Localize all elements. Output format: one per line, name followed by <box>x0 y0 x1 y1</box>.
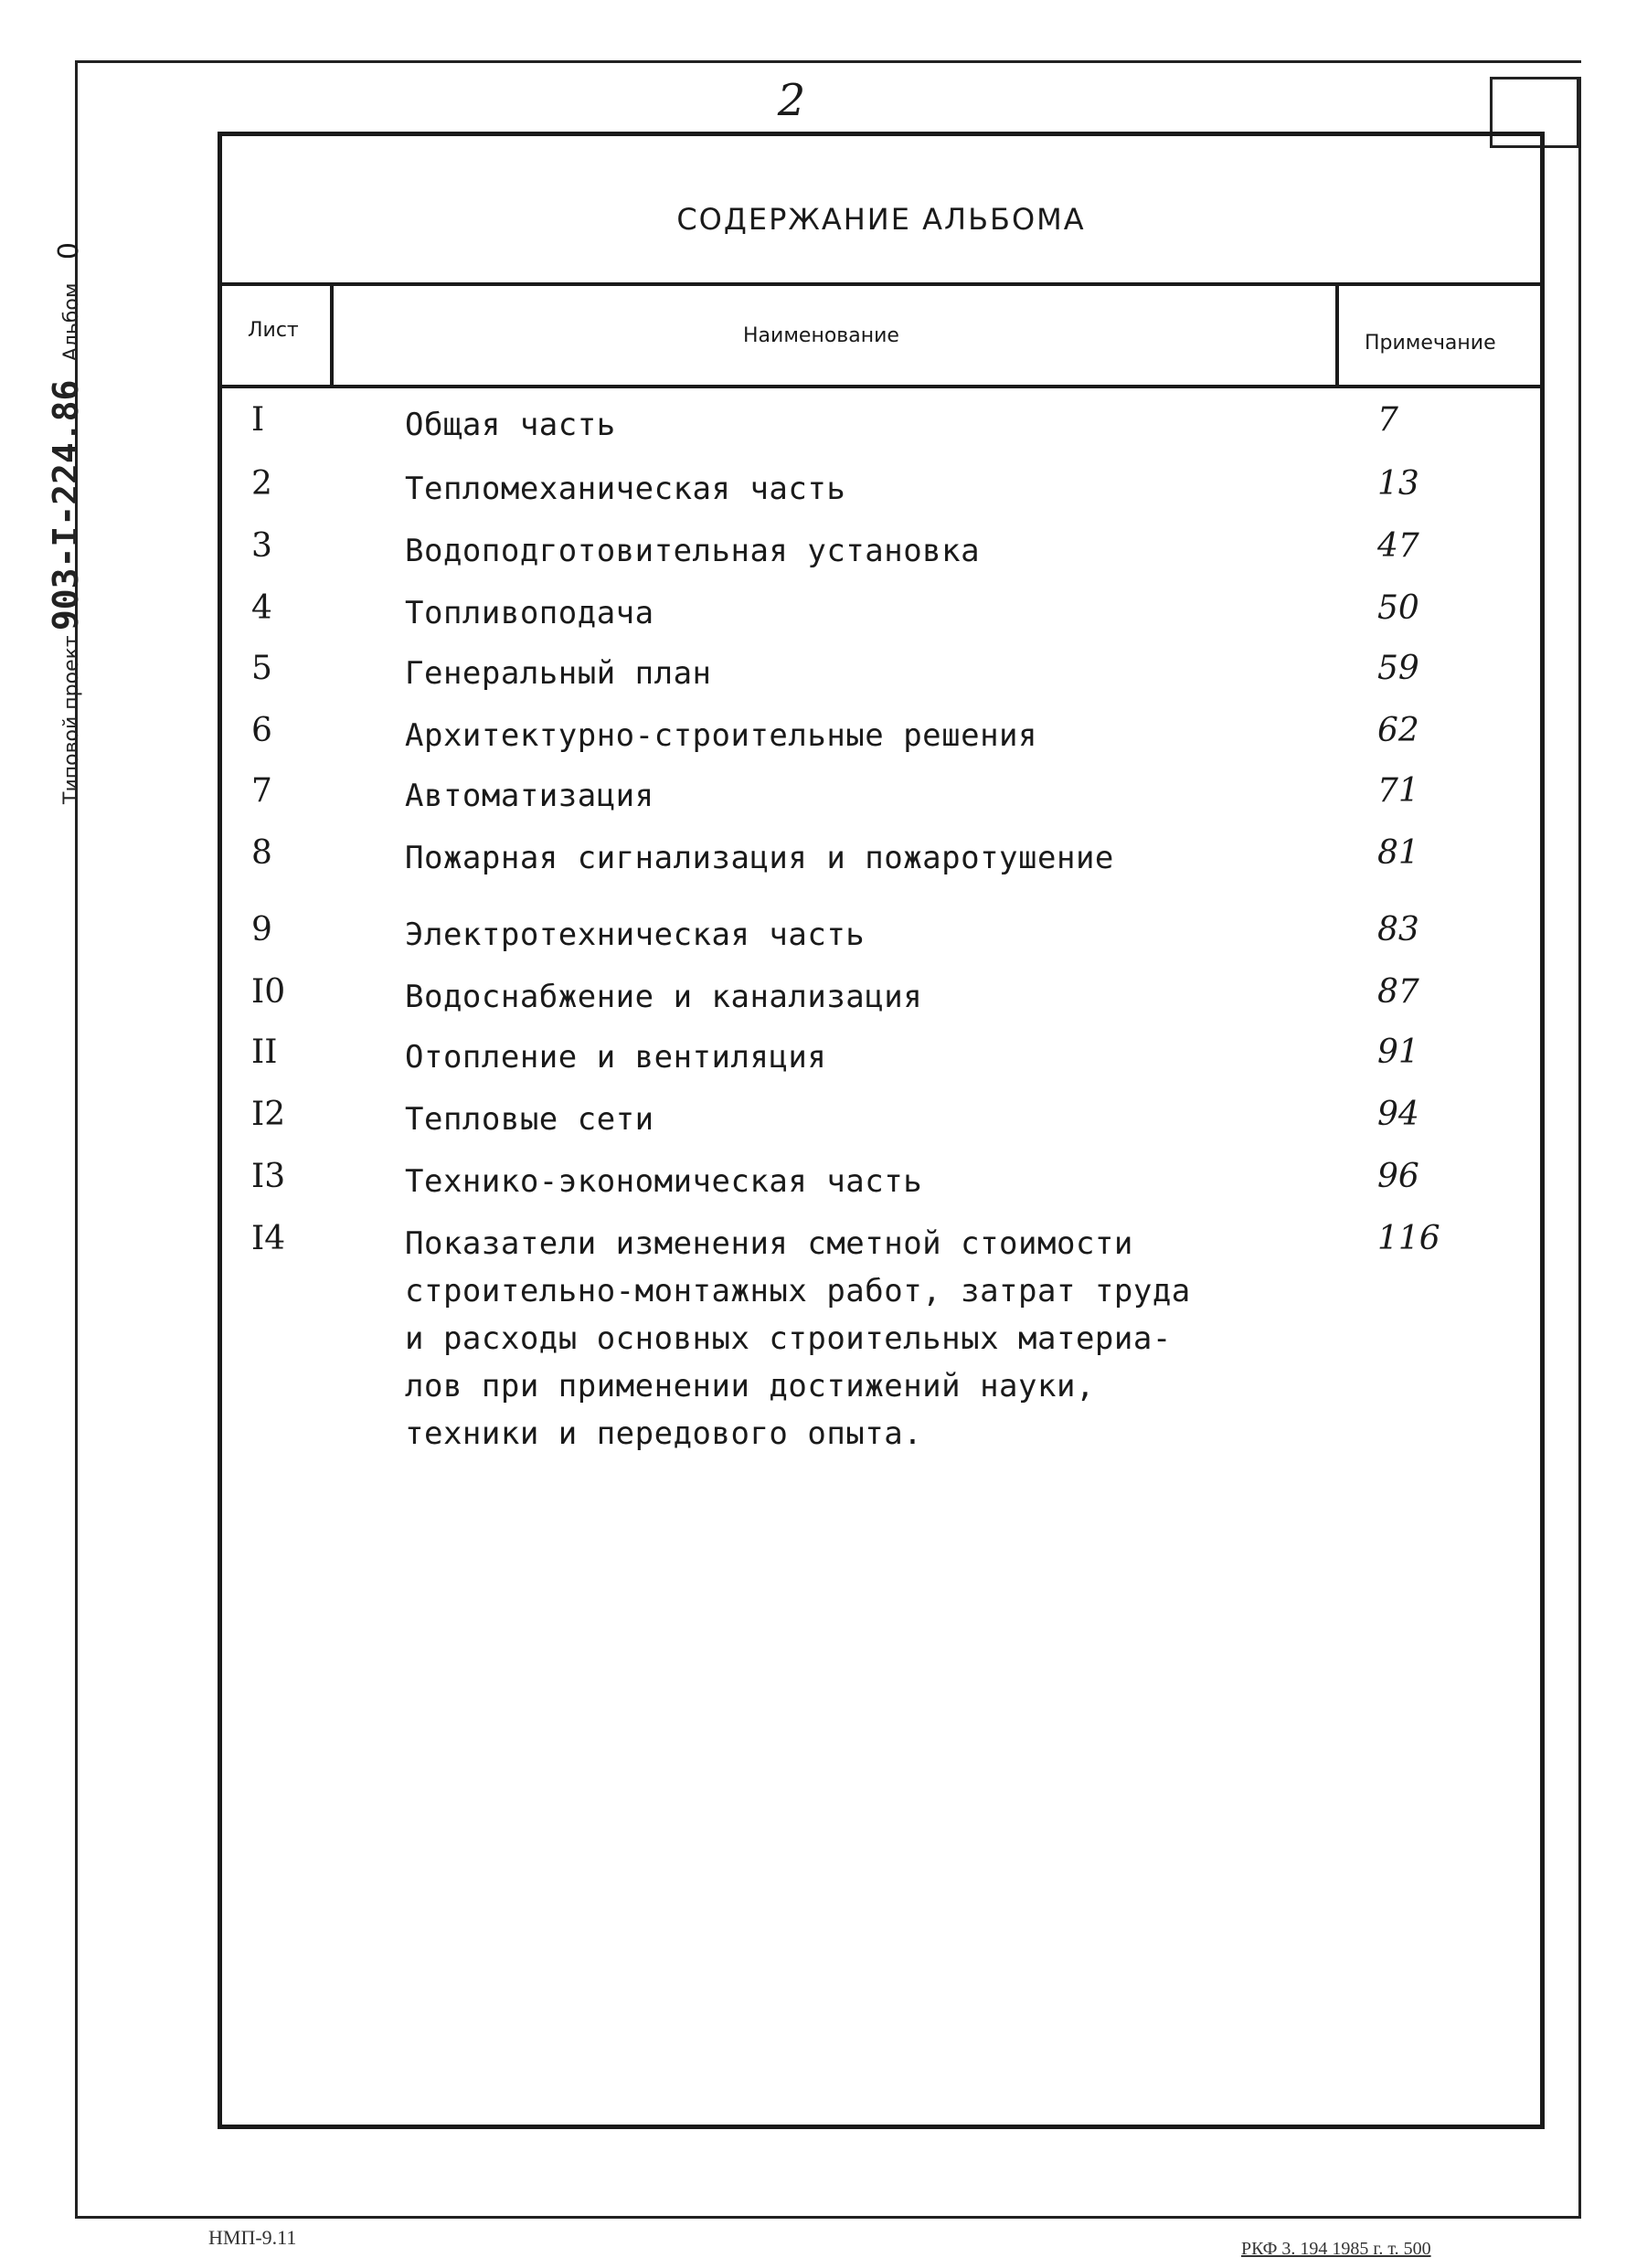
row-number: 7 <box>251 772 272 810</box>
right-frame-edge <box>1578 77 1581 2219</box>
row-note: 81 <box>1377 834 1419 872</box>
row-number: 6 <box>251 712 272 749</box>
row-note: 7 <box>1377 401 1398 439</box>
row-note: 50 <box>1377 589 1419 627</box>
row-number: 9 <box>251 911 272 949</box>
row-name: Генеральный план <box>405 655 712 692</box>
project-label: Типовой проект <box>60 635 83 804</box>
row-number: I2 <box>251 1096 286 1133</box>
row-name: Тепловые сети <box>405 1101 654 1138</box>
row-name: Технико-экономическая часть <box>405 1163 923 1200</box>
row-note: 13 <box>1377 465 1419 503</box>
row-number: 8 <box>251 834 272 872</box>
row-number: 5 <box>251 650 272 687</box>
table-header <box>222 282 1540 388</box>
side-stamp <box>46 219 112 804</box>
row-name: Отопление и вентиляция <box>405 1039 827 1076</box>
row-name: Тепломеханическая часть <box>405 471 846 507</box>
row-number: 2 <box>251 465 272 503</box>
row-name: Водоснабжение и канализация <box>405 979 923 1015</box>
row-name: Водоподготовительная установка <box>405 533 981 569</box>
row-number: 4 <box>251 589 272 627</box>
row-number: II <box>251 1033 278 1071</box>
row-name: Пожарная сигнализация и пожаротушение <box>405 840 1114 876</box>
header-name: Наименование <box>743 324 899 347</box>
row-number: 3 <box>251 527 272 565</box>
row-note: 91 <box>1377 1033 1419 1071</box>
project-code: 903-I-224.86 <box>46 379 86 631</box>
row-note: 47 <box>1377 527 1419 565</box>
row-note: 87 <box>1377 973 1419 1011</box>
row-name: Автоматизация <box>405 778 654 814</box>
row-note: 59 <box>1377 650 1419 687</box>
row-note: 62 <box>1377 712 1419 749</box>
row-note: 83 <box>1377 911 1419 949</box>
contents-table-frame <box>218 132 1545 2129</box>
row-number: I <box>251 401 265 439</box>
row-number: I3 <box>251 1158 286 1195</box>
column-divider <box>330 286 334 385</box>
album-number: 0 <box>53 242 85 260</box>
header-note: Примечание <box>1365 332 1496 355</box>
row-name: Архитектурно-строительные решения <box>405 717 1038 754</box>
page-title: СОДЕРЖАНИЕ АЛЬБОМА <box>676 202 1086 237</box>
row-number: I4 <box>251 1220 286 1257</box>
row-name: Общая часть <box>405 407 616 443</box>
row-note: 96 <box>1377 1158 1419 1195</box>
row-note: 94 <box>1377 1096 1419 1133</box>
column-divider <box>1335 286 1339 385</box>
row-name: Топливоподача <box>405 595 654 631</box>
row-name: Показатели изменения сметной стоимости строительно-монтажных работ, затрат труда и расходы основных строительных материа- лов при применении достижений науки, техники и передового опыта. <box>405 1225 1191 1452</box>
row-name: Электротехническая часть <box>405 917 866 953</box>
footer-right-code: РКФ 3. 194 1985 г. т. 500 <box>1241 2239 1431 2259</box>
footer-left-code: НМП-9.11 <box>208 2226 297 2249</box>
row-note: 71 <box>1377 772 1419 810</box>
album-label: Альбом <box>60 282 83 362</box>
header-sheet: Лист <box>248 319 299 342</box>
row-number: I0 <box>251 973 286 1011</box>
row-note: 116 <box>1377 1220 1440 1257</box>
page-number: 2 <box>777 75 806 126</box>
